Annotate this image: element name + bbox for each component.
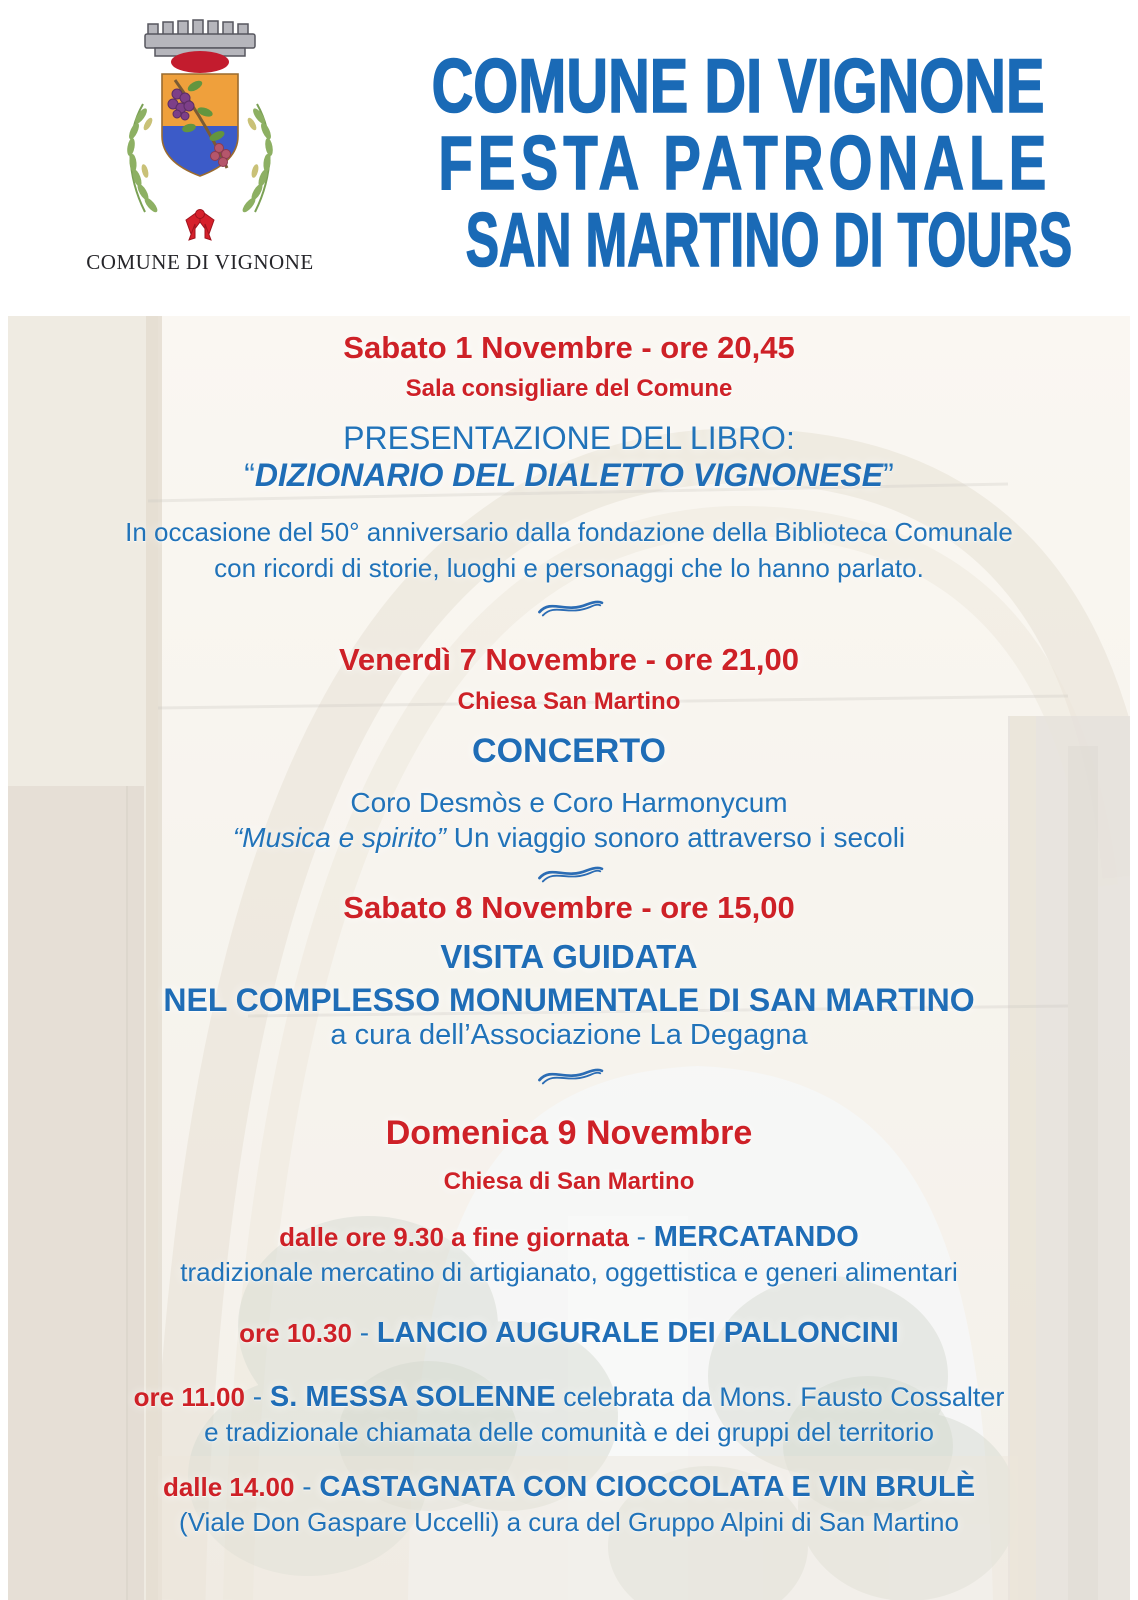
schedule-desc-3: e tradizionale chiamata delle comunità e dei gruppi del territorio [204, 1417, 934, 1447]
header [0, 0, 1138, 316]
schedule-line-4 [0, 1471, 1138, 1504]
event1-venue: Sala consigliare del Comune [405, 375, 733, 402]
poster-title [350, 44, 1073, 283]
schedule-line-3 [0, 1381, 1138, 1414]
book-desc-line-1: In occasione del 50° anniversario dalla fondazione della Biblioteca Comunale [125, 517, 1013, 547]
title-line-3: SAN MARTINO DI TOURS [465, 198, 1073, 283]
book-desc-line-2: con ricordi di storie, luoghi e personaggi che lo hanno parlato. [214, 553, 924, 583]
swash-divider-icon [0, 858, 1138, 893]
schedule-title: CASTAGNATA CON CIOCCOLATA E VIN BRULÈ [319, 1471, 976, 1503]
tour-title-2: NEL COMPLESSO MONUMENTALE DI SAN MARTINO [163, 982, 975, 1018]
schedule-separator: - [294, 1471, 320, 1502]
coat-of-arms-icon [115, 16, 285, 244]
tour-organizer: a cura dell’Associazione La Degagna [330, 1019, 808, 1051]
concert-program-title: “Musica e spirito” [232, 822, 447, 853]
schedule-title: LANCIO AUGURALE DEI PALLONCINI [376, 1317, 899, 1349]
festival-venue: Chiesa di San Martino [443, 1168, 695, 1195]
book-title [0, 457, 1138, 494]
schedule-separator: - [628, 1221, 654, 1252]
schedule-time: ore 10.30 [239, 1318, 352, 1348]
schedule-time: dalle ore 9.30 a fine giornata [279, 1222, 629, 1252]
concert-title: CONCERTO [472, 732, 666, 770]
crest-caption: COMUNE DI VIGNONE [86, 250, 314, 274]
schedule-separator: - [244, 1381, 270, 1412]
book-title-quote-open: “ [244, 457, 255, 493]
book-kicker: PRESENTAZIONE DEL LIBRO: [343, 420, 795, 456]
title-line-2: FESTA PATRONALE [438, 121, 1052, 206]
concert-program [0, 822, 1138, 854]
title-line-1: COMUNE DI VIGNONE [431, 44, 1045, 129]
concert-performers: Coro Desmòs e Coro Harmonycum [350, 787, 788, 818]
schedule-time: ore 11.00 [133, 1382, 245, 1412]
festival-date: Domenica 9 Novembre [385, 1114, 753, 1152]
schedule-line-1 [0, 1221, 1138, 1254]
schedule-desc-4: (Viale Don Gaspare Uccelli) a cura del Gruppo Alpini di San Martino [179, 1507, 959, 1537]
municipal-crest [85, 16, 315, 275]
event3-date: Sabato 8 Novembre - ore 15,00 [343, 890, 795, 925]
tour-title-1: VISITA GUIDATA [440, 938, 698, 975]
event2-venue: Chiesa San Martino [457, 688, 681, 715]
schedule-detail: celebrata da Mons. Fausto Cossalter [555, 1382, 1005, 1412]
swash-divider-icon [0, 592, 1138, 627]
event2-date: Venerdì 7 Novembre - ore 21,00 [338, 642, 800, 677]
schedule-time: dalle 14.00 [162, 1472, 295, 1502]
schedule-title: MERCATANDO [653, 1221, 859, 1253]
concert-program-rest: Un viaggio sonoro attraverso i secoli [446, 822, 906, 853]
book-title-quote-close: ” [883, 457, 894, 493]
book-title-text: DIZIONARIO DEL DIALETTO VIGNONESE [254, 457, 884, 493]
swash-divider-icon [0, 1060, 1138, 1095]
event1-date: Sabato 1 Novembre - ore 20,45 [343, 330, 795, 365]
schedule-desc-1: tradizionale mercatino di artigianato, oggettistica e generi alimentari [180, 1257, 958, 1287]
schedule-title: S. MESSA SOLENNE [269, 1381, 556, 1413]
schedule-separator: - [351, 1317, 377, 1348]
schedule-line-2 [0, 1317, 1138, 1350]
